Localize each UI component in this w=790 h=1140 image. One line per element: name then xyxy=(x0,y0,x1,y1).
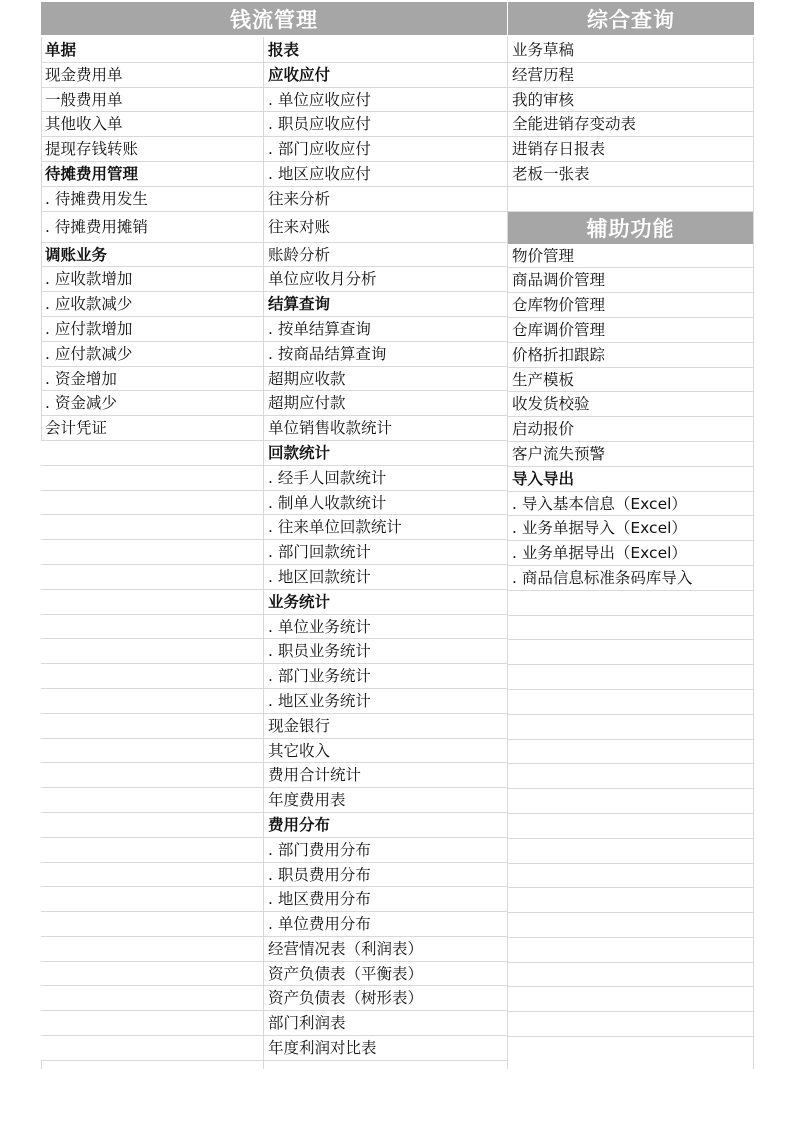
section-heading: 报表 xyxy=(264,38,507,63)
blank-cell xyxy=(41,887,263,912)
menu-item[interactable]: 全能进销存变动表 xyxy=(508,112,753,137)
menu-item[interactable]: 费用合计统计 xyxy=(264,763,507,788)
blank-cell xyxy=(508,987,753,1012)
blank-cell xyxy=(508,616,753,641)
blank-cell xyxy=(41,590,263,615)
menu-item[interactable]: . 业务单据导出（Excel） xyxy=(508,541,753,566)
aux-header: 辅助功能 xyxy=(508,212,753,244)
blank-cell xyxy=(41,912,263,937)
menu-item[interactable]: . 部门应收应付 xyxy=(264,137,507,162)
reports-column xyxy=(264,38,507,1061)
blank-cell xyxy=(41,863,263,888)
blank-cell xyxy=(41,813,263,838)
blank-cell xyxy=(41,441,263,466)
menu-item[interactable]: 账龄分析 xyxy=(264,243,507,268)
menu-item[interactable]: 商品调价管理 xyxy=(508,268,753,293)
menu-item[interactable]: 价格折扣跟踪 xyxy=(508,343,753,368)
blank-cell xyxy=(508,864,753,889)
menu-item[interactable]: . 待摊费用摊销 xyxy=(41,212,263,243)
query-aux-column xyxy=(508,38,753,1037)
section-heading: 导入导出 xyxy=(508,467,753,492)
section-heading: 业务统计 xyxy=(264,590,507,615)
blank-cell xyxy=(41,714,263,739)
blank-cell xyxy=(41,937,263,962)
menu-item[interactable]: 资产负债表（平衡表） xyxy=(264,962,507,987)
menu-item[interactable]: . 职员费用分布 xyxy=(264,863,507,888)
menu-item[interactable]: 老板一张表 xyxy=(508,162,753,187)
blank-cell xyxy=(508,591,753,616)
documents-column xyxy=(41,38,263,1061)
menu-item[interactable]: 收发货校验 xyxy=(508,392,753,417)
blank-cell xyxy=(508,789,753,814)
blank-cell xyxy=(508,715,753,740)
blank-cell xyxy=(508,1012,753,1037)
blank-cell xyxy=(508,963,753,988)
menu-item[interactable]: 其它收入 xyxy=(264,739,507,764)
blank-cell xyxy=(41,515,263,540)
col-divider-3 xyxy=(753,37,754,1069)
blank-cell xyxy=(41,788,263,813)
menu-item[interactable]: . 部门回款统计 xyxy=(264,540,507,565)
menu-item[interactable]: . 导入基本信息（Excel） xyxy=(508,492,753,517)
menu-item[interactable]: . 经手人回款统计 xyxy=(264,466,507,491)
menu-item[interactable]: 仓库调价管理 xyxy=(508,318,753,343)
menu-item[interactable]: . 制单人收款统计 xyxy=(264,491,507,516)
blank-cell xyxy=(41,466,263,491)
menu-item[interactable]: 现金费用单 xyxy=(41,63,263,88)
menu-item[interactable]: . 地区费用分布 xyxy=(264,887,507,912)
menu-item[interactable]: 往来对账 xyxy=(264,212,507,243)
blank-cell xyxy=(508,814,753,839)
blank-cell xyxy=(508,640,753,665)
menu-item[interactable]: . 按单结算查询 xyxy=(264,317,507,342)
query-header: 综合查询 xyxy=(508,2,754,35)
blank-cell xyxy=(41,664,263,689)
blank-cell xyxy=(508,764,753,789)
blank-cell xyxy=(41,639,263,664)
menu-item[interactable]: . 待摊费用发生 xyxy=(41,187,263,212)
menu-item[interactable]: 物价管理 xyxy=(508,244,753,269)
menu-item[interactable]: . 地区业务统计 xyxy=(264,689,507,714)
section-heading: 应收应付 xyxy=(264,63,507,88)
blank-cell xyxy=(41,1036,263,1061)
menu-item[interactable]: . 资金增加 xyxy=(41,367,263,392)
menu-item[interactable]: 启动报价 xyxy=(508,417,753,442)
menu-item[interactable]: . 地区回款统计 xyxy=(264,565,507,590)
menu-item[interactable]: . 职员应收应付 xyxy=(264,112,507,137)
blank-cell xyxy=(508,913,753,938)
menu-item[interactable]: . 资金减少 xyxy=(41,391,263,416)
section-heading: 费用分布 xyxy=(264,813,507,838)
blank-cell xyxy=(508,888,753,913)
menu-item[interactable]: . 业务单据导入（Excel） xyxy=(508,516,753,541)
menu-item[interactable]: . 职员业务统计 xyxy=(264,639,507,664)
menu-item[interactable]: 部门利润表 xyxy=(264,1011,507,1036)
blank-cell xyxy=(41,986,263,1011)
blank-cell xyxy=(508,740,753,765)
blank-cell xyxy=(508,938,753,963)
blank-cell xyxy=(41,1011,263,1036)
blank-cell xyxy=(41,615,263,640)
menu-item[interactable]: . 商品信息标准条码库导入 xyxy=(508,566,753,591)
menu-item[interactable]: . 单位费用分布 xyxy=(264,912,507,937)
blank-cell xyxy=(508,839,753,864)
menu-item[interactable]: . 部门业务统计 xyxy=(264,664,507,689)
menu-item[interactable]: 会计凭证 xyxy=(41,416,263,441)
blank-cell xyxy=(41,565,263,590)
menu-item[interactable]: 提现存钱转账 xyxy=(41,137,263,162)
blank-cell xyxy=(508,665,753,690)
blank-cell xyxy=(508,187,753,212)
menu-item[interactable]: 往来分析 xyxy=(264,187,507,212)
menu-item[interactable]: 客户流失预警 xyxy=(508,442,753,467)
menu-item[interactable]: 现金银行 xyxy=(264,714,507,739)
menu-item[interactable]: 生产模板 xyxy=(508,368,753,393)
menu-item[interactable]: . 地区应收应付 xyxy=(264,162,507,187)
blank-cell xyxy=(508,690,753,715)
blank-cell xyxy=(41,540,263,565)
menu-item[interactable]: . 部门费用分布 xyxy=(264,838,507,863)
blank-cell xyxy=(41,838,263,863)
section-heading: 回款统计 xyxy=(264,441,507,466)
blank-cell xyxy=(41,763,263,788)
blank-cell xyxy=(41,739,263,764)
menu-item[interactable]: 其他收入单 xyxy=(41,112,263,137)
menu-item[interactable]: 资产负债表（树形表） xyxy=(264,986,507,1011)
menu-item[interactable]: 年度利润对比表 xyxy=(264,1036,507,1061)
menu-item[interactable]: . 应付款增加 xyxy=(41,317,263,342)
menu-item[interactable]: 超期应付款 xyxy=(264,391,507,416)
section-heading: 结算查询 xyxy=(264,292,507,317)
menu-item[interactable]: . 单位业务统计 xyxy=(264,615,507,640)
menu-item[interactable]: . 按商品结算查询 xyxy=(264,342,507,367)
menu-item[interactable]: 业务草稿 xyxy=(508,38,753,63)
section-heading: 待摊费用管理 xyxy=(41,162,263,187)
menu-item[interactable]: . 应收款增加 xyxy=(41,267,263,292)
menu-item[interactable]: 经营情况表（利润表） xyxy=(264,937,507,962)
blank-cell xyxy=(41,962,263,987)
menu-item[interactable]: 经营历程 xyxy=(508,63,753,88)
menu-item[interactable]: 单位销售收款统计 xyxy=(264,416,507,441)
menu-item[interactable]: 仓库物价管理 xyxy=(508,293,753,318)
cash-flow-header: 钱流管理 xyxy=(41,2,507,35)
blank-cell xyxy=(41,689,263,714)
blank-cell xyxy=(41,491,263,516)
menu-item[interactable]: 超期应收款 xyxy=(264,367,507,392)
menu-item[interactable]: . 单位应收应付 xyxy=(264,88,507,113)
menu-item[interactable]: 进销存日报表 xyxy=(508,137,753,162)
menu-item[interactable]: . 往来单位回款统计 xyxy=(264,515,507,540)
menu-item[interactable]: . 应收款减少 xyxy=(41,292,263,317)
section-heading: 单据 xyxy=(41,38,263,63)
menu-item[interactable]: 年度费用表 xyxy=(264,788,507,813)
menu-item[interactable]: 我的审核 xyxy=(508,88,753,113)
menu-item[interactable]: 一般费用单 xyxy=(41,88,263,113)
menu-item[interactable]: . 应付款减少 xyxy=(41,342,263,367)
section-heading: 调账业务 xyxy=(41,243,263,268)
menu-item[interactable]: 单位应收月分析 xyxy=(264,267,507,292)
